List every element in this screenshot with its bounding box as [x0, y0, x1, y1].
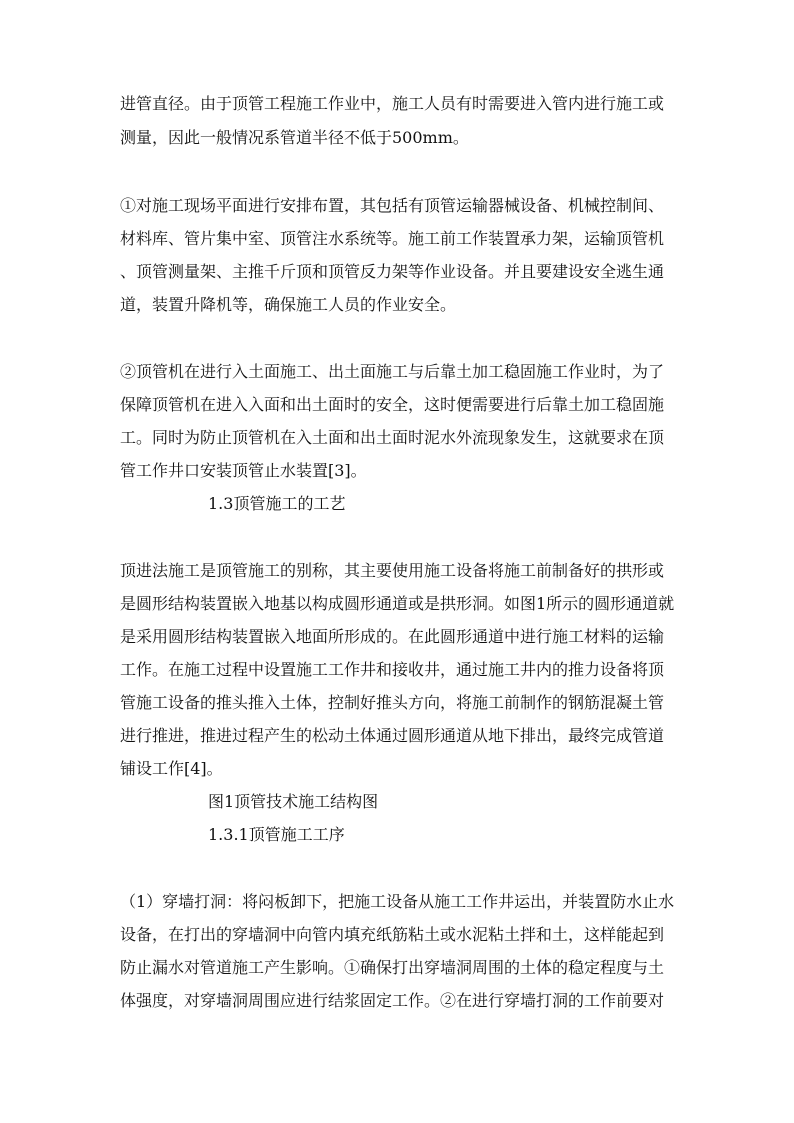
paragraph-line: ②顶管机在进行入土面施工、出土面施工与后靠土加工稳固施工作业时，为了 — [120, 362, 665, 381]
paragraph-line: 道，装置升降机等，确保施工人员的作业安全。 — [120, 295, 457, 314]
paragraph-line: 体强度，对穿墙洞周围应进行结浆固定工作。②在进行穿墙打洞的工作前要对 — [120, 991, 665, 1010]
paragraph-line: 材料库、管片集中室、顶管注水系统等。施工前工作装置承力架，运输顶管机 — [120, 229, 665, 248]
paragraph-line: 工。同时为防止顶管机在入土面和出土面时泥水外流现象发生，这就要求在顶 — [120, 428, 665, 447]
paragraph-line: 顶进法施工是顶管施工的别称，其主要使用施工设备将施工前制备好的拱形或 — [120, 561, 665, 580]
paragraph-line: 测量，因此一般情况系管道半径不低于500mm。 — [120, 128, 469, 147]
paragraph-line: 管施工设备的推头推入土体，控制好推头方向，将施工前制作的钢筋混凝土管 — [120, 693, 665, 712]
paragraph-line: 是圆形结构装置嵌入地基以构成圆形通道或是拱形洞。如图1所示的圆形通道就 — [120, 594, 675, 613]
paragraph-line: 管工作井口安装顶管止水装置[3]。 — [120, 461, 367, 480]
paragraph-line: 设备，在打出的穿墙洞中向管内填充纸筋粘土或水泥粘土拌和土，这样能起到 — [120, 925, 665, 944]
paragraph-line: 保障顶管机在进入入面和出土面时的安全，这时便需要进行后靠土加工稳固施 — [120, 395, 665, 414]
subsection-heading: 1.3.1顶管施工工序 — [208, 825, 345, 844]
paragraph-line: 铺设工作[4]。 — [120, 759, 223, 778]
paragraph-line: 、顶管测量架、主推千斤顶和顶管反力架等作业设备。并且要建设安全逃生通 — [120, 262, 665, 281]
figure-caption: 图1顶管技术施工结构图 — [208, 792, 379, 811]
paragraph-line: 防止漏水对管道施工产生影响。①确保打出穿墙洞周围的土体的稳定程度与土 — [120, 958, 665, 977]
paragraph-line: 工作。在施工过程中设置施工工作井和接收井，通过施工井内的推力设备将顶 — [120, 660, 665, 679]
paragraph-line: 进行推进，推进过程产生的松动土体通过圆形通道从地下排出，最终完成管道 — [120, 726, 665, 745]
paragraph-line: （1）穿墙打洞：将闷板卸下，把施工设备从施工工作井运出，并装置防水止水 — [120, 892, 675, 911]
section-heading: 1.3顶管施工的工艺 — [208, 494, 346, 513]
paragraph-line: 进管直径。由于顶管工程施工作业中，施工人员有时需要进入管内进行施工或 — [120, 94, 665, 113]
paragraph-line: ①对施工现场平面进行安排布置，其包括有顶管运输器械设备、机械控制间、 — [120, 196, 665, 215]
paragraph-line: 是采用圆形结构装置嵌入地面所形成的。在此圆形通道中进行施工材料的运输 — [120, 627, 665, 646]
